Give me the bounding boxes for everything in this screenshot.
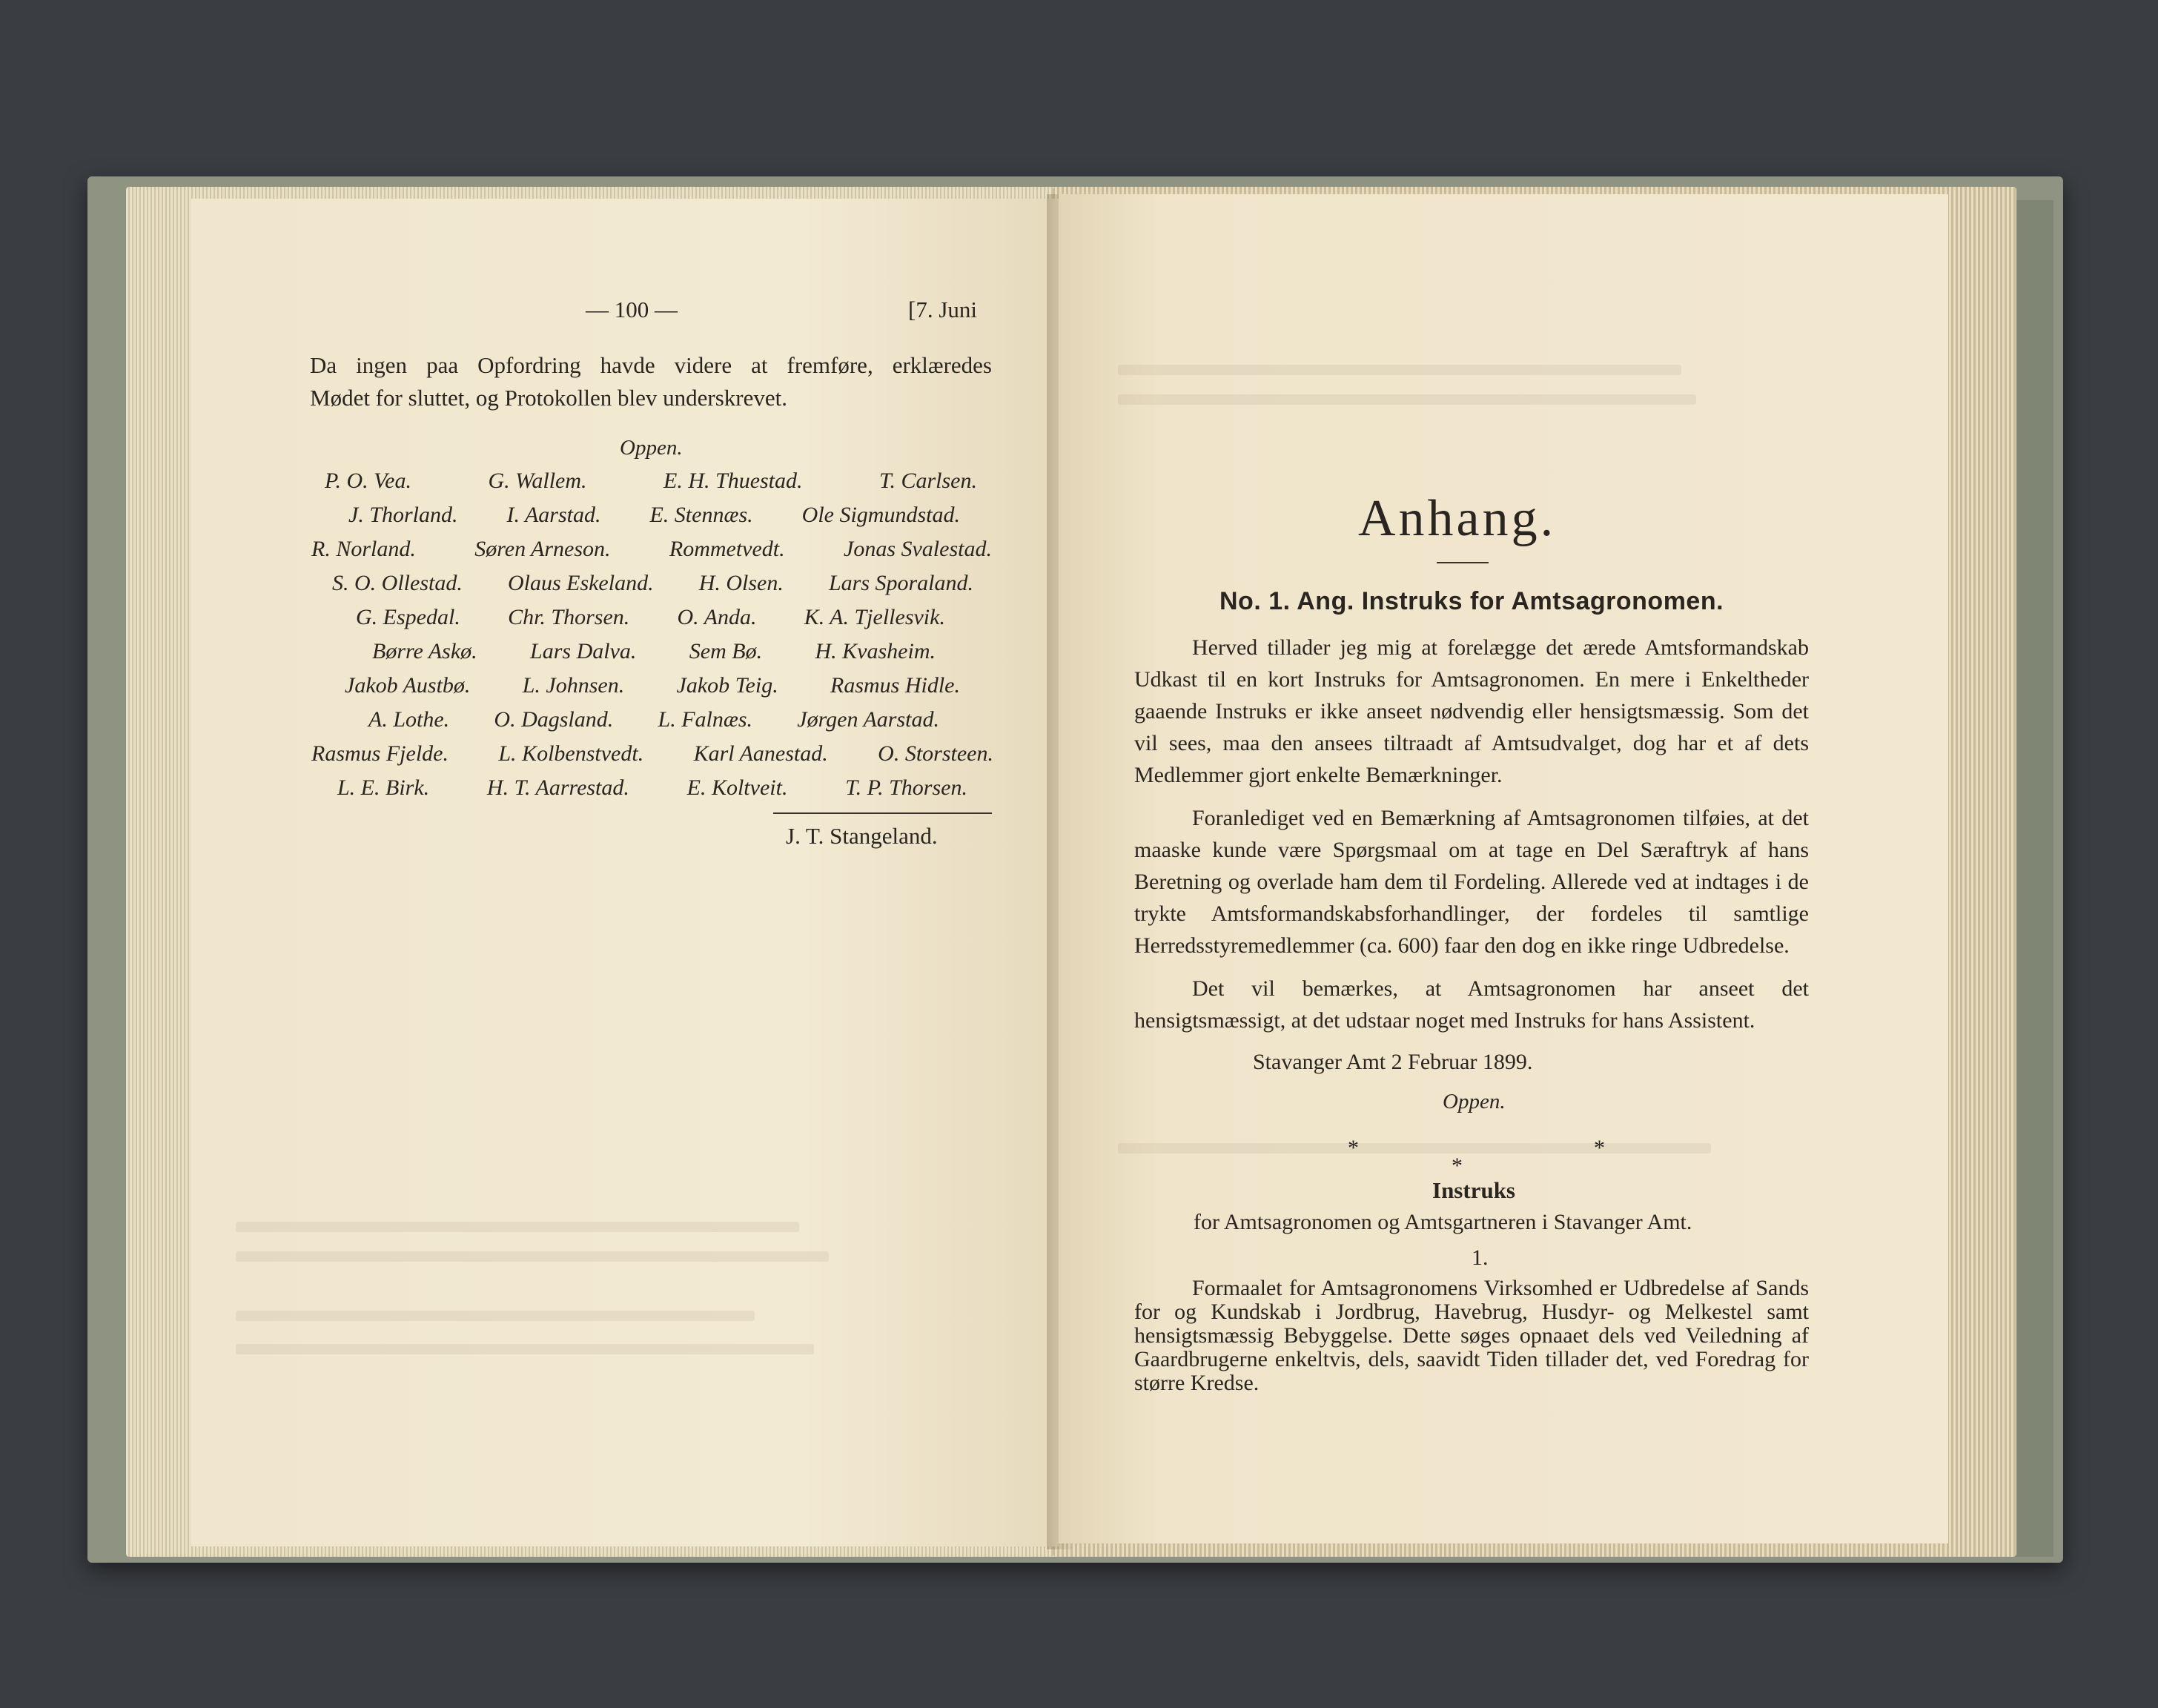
closing-paragraph <box>310 349 992 414</box>
body-paragraph: Formaalet for Amtsagronomens Virksomhed er Udbredelse af Sands for og Kundskab i Jordbrug, Havebrug, Husdyr- og Melkestel samt hensigtsmæssig Bebyggelse. Dette søges opnaaet dels ved Veiledning af Gaardbrugerne enkeltvis, dels, saavidt Tiden tillader det, ved Foredrag for større Kredse. <box>1134 1276 1809 1395</box>
signature-row <box>356 605 945 630</box>
signature-row <box>368 707 939 732</box>
signature: Karl Aanestad. <box>693 741 828 766</box>
signature: L. Kolbenstvedt. <box>498 741 644 766</box>
section-heading: No. 1. Ang. Instruks for Amtsagronomen. <box>1219 587 1724 615</box>
signature: Rommetvedt. <box>669 537 785 561</box>
signature-row <box>348 503 960 528</box>
asterism-mark: * <box>1452 1153 1463 1178</box>
signature: Olaus Eskeland. <box>507 571 654 595</box>
body-paragraph: Foranlediget ved en Bemærkning af Amtsagronomen tilføies, at det maaske kunde være Spørgsmaal om at tage en Del Særaftryk af hans Beretning og overlade ham dem til Fordeling. Allerede ved at indtages i de trykte Amtsformandskabsforhandlinger, der fordeles til samtlige Herredsstyremedlemmer (ca. 600) faar den dog en ikke ringe Udbredelse. <box>1134 806 1809 958</box>
signature: T. Carlsen. <box>879 469 977 493</box>
bleed-through-text <box>1118 1143 1711 1153</box>
bleed-through-text <box>236 1222 799 1232</box>
signature: A. Lothe. <box>368 707 450 732</box>
asterism-mark: * <box>1348 1136 1359 1160</box>
signature: Jonas Svalestad. <box>844 537 992 561</box>
final-signature: J. T. Stangeland. <box>786 823 938 849</box>
signature-attribution: Oppen. <box>620 436 683 460</box>
bleed-through-text <box>1118 365 1681 375</box>
body-paragraph: Herved tillader jeg mig at forelægge det ærede Amtsformandskab Udkast til en kort Instruks for Amtsagronomen. En mere i Enkeltheder gaaende Instruks er ikke anseet nødvendig eller hensigtsmæssig. Som det vil sees, maa den ansees tiltraadt af Amtsudvalget, dog har et af dets Medlemmer gjort enkelte Bemærkninger. <box>1134 635 1809 787</box>
signature: Børre Askø. <box>372 639 477 663</box>
signature: T. P. Thorsen. <box>845 775 967 800</box>
signature: Søren Arneson. <box>474 537 611 561</box>
signature: L. Johnsen. <box>522 673 625 698</box>
signature-row <box>311 741 993 767</box>
signature-row <box>372 639 936 664</box>
signature: Sem Bø. <box>689 639 763 663</box>
signature: L. Falnæs. <box>658 707 753 732</box>
signature: S. O. Ollestad. <box>332 571 463 595</box>
signature: Jakob Austbø. <box>345 673 471 698</box>
signature: K. A. Tjellesvik. <box>804 605 945 629</box>
signature: Ole Sigmundstad. <box>801 503 960 527</box>
title-divider <box>1437 562 1489 563</box>
closing-paragraph-line: Da ingen paa Opfordring havde videre at fremføre, erklæredes <box>310 352 992 378</box>
signature: O. Anda. <box>677 605 757 629</box>
appendix-title: Anhang. <box>1358 490 1557 547</box>
signature: Jakob Teig. <box>676 673 778 698</box>
instruction-subtitle: for Amtsagronomen og Amtsgartneren i Stavanger Amt. <box>1194 1210 1692 1234</box>
asterism-mark: * <box>1594 1136 1605 1160</box>
date-line: Stavanger Amt 2 Februar 1899. <box>1253 1050 1533 1074</box>
signature: Jørgen Aarstad. <box>797 707 939 732</box>
signature: Lars Sporaland. <box>828 571 973 595</box>
signature: L. E. Birk. <box>337 775 430 800</box>
bleed-through-text <box>1118 394 1696 405</box>
signature: O. Storsteen. <box>878 741 993 766</box>
signature: I. Aarstad. <box>506 503 601 527</box>
signature-divider <box>773 812 992 814</box>
signature: G. Wallem. <box>488 469 587 493</box>
body-paragraph: Det vil bemærkes, at Amtsagronomen har anseet det hensigtsmæssigt, at det udstaar noget med Instruks for hans Assistent. <box>1134 976 1809 1033</box>
signature: Rasmus Fjelde. <box>311 741 449 766</box>
signature: E. H. Thuestad. <box>663 469 803 493</box>
signature-row <box>332 571 973 596</box>
signature: P. O. Vea. <box>325 469 411 493</box>
bleed-through-text <box>236 1251 829 1262</box>
signature: G. Espedal. <box>356 605 460 629</box>
signature: O. Dagsland. <box>494 707 614 732</box>
signature-row <box>337 775 967 801</box>
signature-row <box>345 673 960 698</box>
bleed-through-text <box>236 1311 755 1321</box>
signature: J. Thorland. <box>348 503 458 527</box>
signature: E. Stennæs. <box>649 503 753 527</box>
section-number: 1. <box>1472 1245 1489 1270</box>
signature: R. Norland. <box>311 537 416 561</box>
signature: H. Olsen. <box>698 571 784 595</box>
signature-row <box>311 537 992 562</box>
signature: Rasmus Hidle. <box>830 673 960 698</box>
signature: Chr. Thorsen. <box>508 605 630 629</box>
signature: H. T. Aarrestad. <box>486 775 629 800</box>
signature-row <box>325 469 977 494</box>
signature: H. Kvasheim. <box>815 639 936 663</box>
instruction-title: Instruks <box>1432 1177 1515 1203</box>
signature: E. Koltveit. <box>686 775 788 800</box>
signature: Lars Dalva. <box>530 639 637 663</box>
signature-attribution: Oppen. <box>1443 1090 1506 1113</box>
running-head: [7. Juni <box>908 297 977 322</box>
bleed-through-text <box>236 1344 814 1354</box>
page-number: — 100 — <box>586 297 678 322</box>
closing-paragraph-line: Mødet for sluttet, og Protokollen blev underskrevet. <box>310 385 787 411</box>
